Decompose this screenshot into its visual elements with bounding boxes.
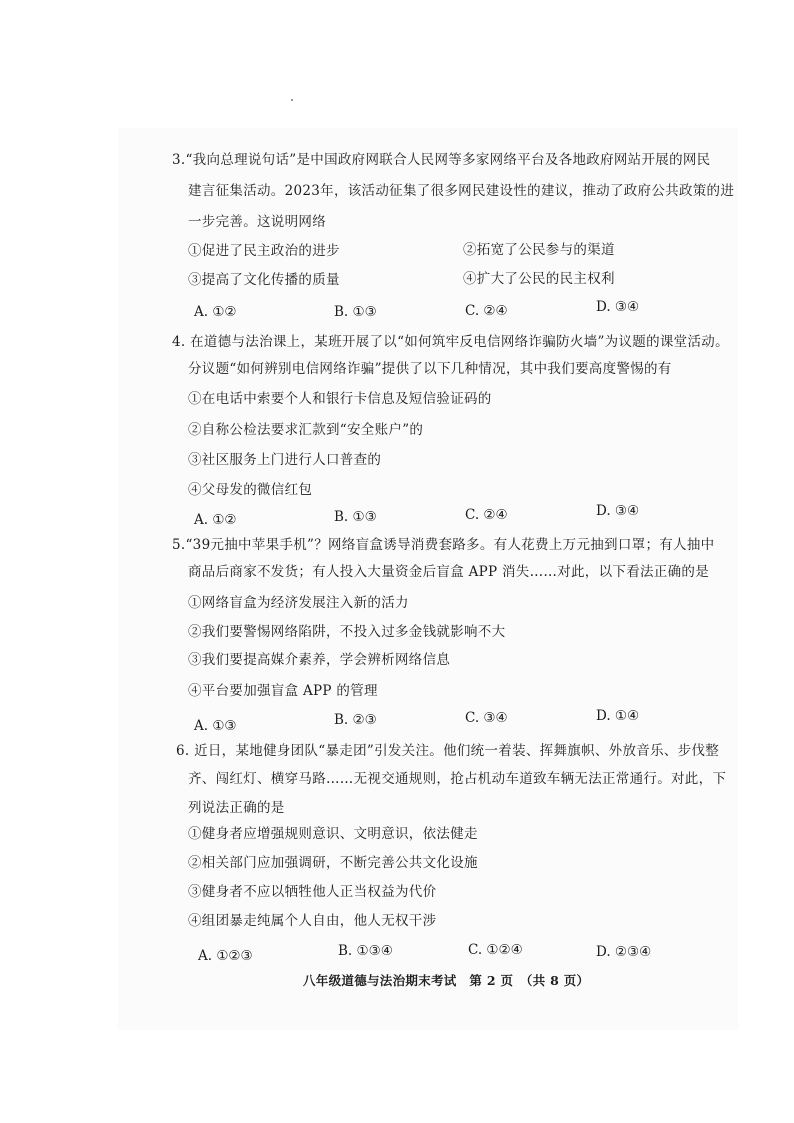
q6-choice-b[interactable]: B. ①③④ <box>338 943 393 959</box>
q6-statement-4: ④组团暴走纯属个人自由，他人无权干涉 <box>188 913 437 929</box>
q4-line-2: 分议题“如何辨别电信网络诈骗”提供了以下几种情况，其中我们要高度警惕的有 <box>188 361 672 377</box>
q3-statement-1: ①促进了民主政治的进步 <box>188 243 340 259</box>
q6-line-3: 列说法正确的是 <box>188 800 285 816</box>
q3-statement-2: ②拓宽了公民参与的渠道 <box>463 242 615 258</box>
q3-line-3: 一步完善。这说明网络 <box>188 214 326 230</box>
page-footer: 八年级道德与法治期末考试 第 2 页 （共 8 页） <box>303 973 590 988</box>
q3-line-2: 建言征集活动。2023年，该活动征集了很多网民建设性的建议，推动了政府公共政策的进 <box>188 183 735 199</box>
q5-statement-3: ③我们要提高媒介素养，学会辨析网络信息 <box>188 652 451 668</box>
q3-line-1: 3.“我向总理说句话”是中国政府网联合人民网等多家网络平台及各地政府网站开展的网民 <box>172 152 711 168</box>
q3-choice-c[interactable]: C. ②④ <box>465 303 508 319</box>
q6-choice-a[interactable]: A. ①②③ <box>198 948 253 964</box>
q5-statement-1: ①网络盲盒为经济发展注入新的活力 <box>188 595 409 611</box>
q5-choice-c[interactable]: C. ③④ <box>465 710 508 726</box>
q3-choice-a[interactable]: A. ①② <box>194 304 237 320</box>
q3-statement-3: ③提高了文化传播的质量 <box>188 272 340 288</box>
scan-speck <box>291 99 293 101</box>
q6-statement-2: ②相关部门应加强调研，不断完善公共文化设施 <box>188 855 478 871</box>
q4-choice-d[interactable]: D. ③④ <box>596 503 640 519</box>
q4-choice-c[interactable]: C. ②④ <box>465 507 508 523</box>
q4-statement-3: ③社区服务上门进行人口普查的 <box>188 452 382 468</box>
q4-statement-2: ②自称公检法要求汇款到“安全账户”的 <box>188 422 424 438</box>
q5-statement-2: ②我们要警惕网络陷阱，不投入过多金钱就影响不大 <box>188 624 506 640</box>
q5-statement-4: ④平台要加强盲盒 APP 的管理 <box>188 683 378 699</box>
q3-choice-b[interactable]: B. ①③ <box>334 304 377 320</box>
q6-line-1: 6. 近日，某地健身团队“暴走团”引发关注。他们统一着装、挥舞旗帜、外放音乐、步伐整 <box>176 743 720 759</box>
q6-choice-c[interactable]: C. ①②④ <box>468 942 523 958</box>
q4-choice-a[interactable]: A. ①② <box>194 512 237 528</box>
q5-line-1: 5.“39元抽中苹果手机”？网络盲盒诱导消费套路多。有人花费上万元抽到口罩；有人抽中 <box>172 537 715 553</box>
q6-statement-1: ①健身者应增强规则意识、文明意识，依法健走 <box>188 826 478 842</box>
q3-choice-d[interactable]: D. ③④ <box>596 299 640 315</box>
q3-statement-4: ④扩大了公民的民主权利 <box>463 271 615 287</box>
q4-statement-4: ④父母发的微信红包 <box>188 482 313 498</box>
q6-choice-d[interactable]: D. ②③④ <box>596 944 652 960</box>
q4-statement-1: ①在电话中索要个人和银行卡信息及短信验证码的 <box>188 391 492 407</box>
q4-choice-b[interactable]: B. ①③ <box>334 509 377 525</box>
q5-line-2: 商品后商家不发货；有人投入大量资金后盲盒 APP 消失……对此，以下看法正确的是 <box>188 564 709 580</box>
q5-choice-d[interactable]: D. ①④ <box>596 708 640 724</box>
q4-line-1: 4. 在道德与法治课上，某班开展了以“如何筑牢反电信网络诈骗防火墙”为议题的课堂活动。 <box>172 334 729 350</box>
q5-choice-a[interactable]: A. ①③ <box>194 718 237 734</box>
q6-statement-3: ③健身者不应以牺牲他人正当权益为代价 <box>188 884 437 900</box>
q6-line-2: 齐、闯红灯、横穿马路……无视交通规则，抢占机动车道致车辆无法正常通行。对此，下 <box>188 771 727 787</box>
q5-choice-b[interactable]: B. ②③ <box>334 712 377 728</box>
